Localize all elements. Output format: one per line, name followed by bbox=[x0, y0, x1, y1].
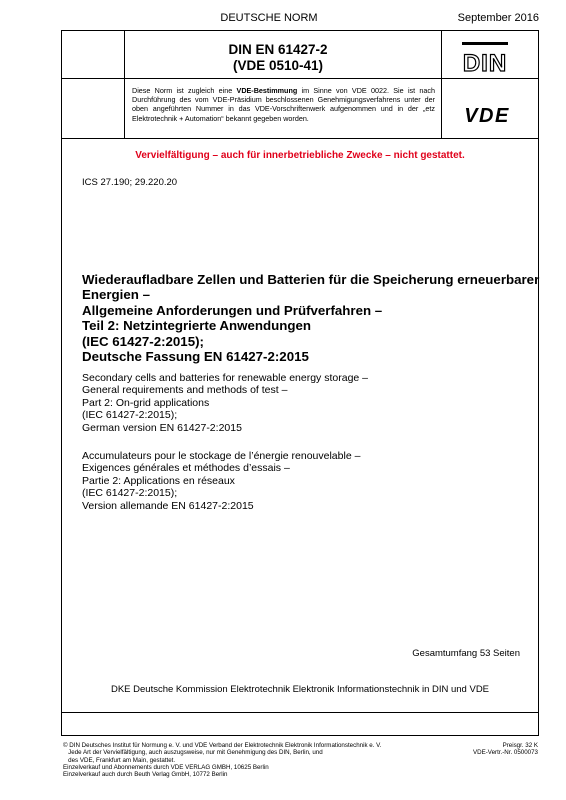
footer-line: Jede Art der Vervielfältigung, auch auszugsweise, nur mit Genehmigung des DIN, Berlin, und bbox=[63, 749, 323, 757]
ics-codes: ICS 27.190; 29.220.20 bbox=[82, 177, 178, 188]
divider-header-bottom bbox=[62, 138, 538, 139]
title-fr-line: Version allemande EN 61427-2:2015 bbox=[82, 499, 254, 512]
footer-line: des VDE, Frankfurt am Main, gestattet. bbox=[63, 756, 176, 764]
title-en-line: German version EN 61427-2:2015 bbox=[82, 421, 242, 434]
title-de-line: Allgemeine Anforderungen und Prüfverfahren – bbox=[82, 302, 383, 318]
norm-type-label: DEUTSCHE NORM bbox=[220, 12, 318, 24]
title-de-line: (IEC 61427-2:2015); bbox=[82, 333, 204, 349]
title-fr-line: Exigences générales et méthodes d’essais – bbox=[82, 462, 290, 475]
divider-top bbox=[62, 78, 538, 79]
title-en-line: Secondary cells and batteries for renewable energy storage – bbox=[82, 372, 369, 384]
price-group: Preisgr. 32 K bbox=[502, 742, 538, 749]
title-en-line: Part 2: On-grid applications bbox=[82, 396, 210, 409]
notice-prefix: Diese Norm ist zugleich eine bbox=[132, 86, 237, 95]
vde-notice bbox=[132, 86, 435, 123]
total-pages: Gesamtumfang 53 Seiten bbox=[412, 648, 520, 659]
din-logo-text: DIN bbox=[462, 50, 508, 76]
standard-number-block bbox=[130, 42, 426, 74]
vde-logo bbox=[452, 104, 522, 126]
title-de-line: Wiederaufladbare Zellen und Batterien für die Speicherung erneuerbarer bbox=[82, 272, 540, 287]
title-de-line: Deutsche Fassung EN 61427-2:2015 bbox=[82, 349, 309, 365]
notice-rest: im Sinne von VDE 0022. Sie ist nach Durchführung des vom VDE-Präsidium beschlossenen Genehmigungsverfahrens unter der oben angeführten Nummer in das VDE-Vorschriftenwerk aufgenommen und in der „etz Elektrotechnik + Automation“ bekannt gegeben worden. bbox=[132, 86, 435, 123]
footer-line: Einzelverkauf und Abonnements durch VDE VERLAG GMBH, 10625 Berlin bbox=[63, 763, 269, 771]
title-german bbox=[82, 272, 540, 365]
divider-dke bbox=[62, 712, 538, 713]
standard-number: DIN EN 61427-2 bbox=[228, 42, 328, 57]
dke-line: DKE Deutsche Kommission Elektrotechnik Elektronik Informationstechnik in DIN und VDE bbox=[110, 684, 490, 695]
din-logo bbox=[462, 42, 508, 76]
footer-line: © DIN Deutsches Institut für Normung e. V. und VDE Verband der Elektrotechnik Elektronik Informationstechnik e. V. bbox=[63, 742, 382, 749]
divider-logo-column bbox=[441, 31, 442, 138]
title-en-line: (IEC 61427-2:2015); bbox=[82, 409, 178, 422]
title-fr-line: Partie 2: Applications en réseaux bbox=[82, 474, 235, 487]
vde-logo-text: VDE bbox=[464, 105, 510, 126]
reproduction-warning: Vervielfältigung – auch für innerbetriebliche Zwecke – nicht gestattet. bbox=[135, 150, 465, 161]
copyright-footer bbox=[63, 742, 433, 778]
title-french bbox=[82, 450, 522, 512]
divider-left-column bbox=[124, 31, 125, 138]
title-en-line: General requirements and methods of test – bbox=[82, 384, 288, 397]
vde-distribution-number: VDE-Vertr.-Nr. 0500073 bbox=[473, 749, 538, 757]
footer-line: Einzelverkauf auch durch Beuth Verlag GmbH, 10772 Berlin bbox=[63, 771, 228, 779]
vde-classification: (VDE 0510-41) bbox=[232, 58, 324, 73]
price-info bbox=[430, 742, 538, 757]
title-fr-line: (IEC 61427-2:2015); bbox=[82, 487, 178, 500]
notice-bold: VDE-Bestimmung bbox=[236, 86, 298, 95]
title-english bbox=[82, 372, 522, 434]
title-de-line: Teil 2: Netzintegrierte Anwendungen bbox=[82, 318, 312, 334]
publication-date: September 2016 bbox=[457, 12, 539, 24]
title-de-line: Energien – bbox=[82, 287, 150, 303]
title-fr-line: Accumulateurs pour le stockage de l’énergie renouvelable – bbox=[82, 450, 361, 462]
